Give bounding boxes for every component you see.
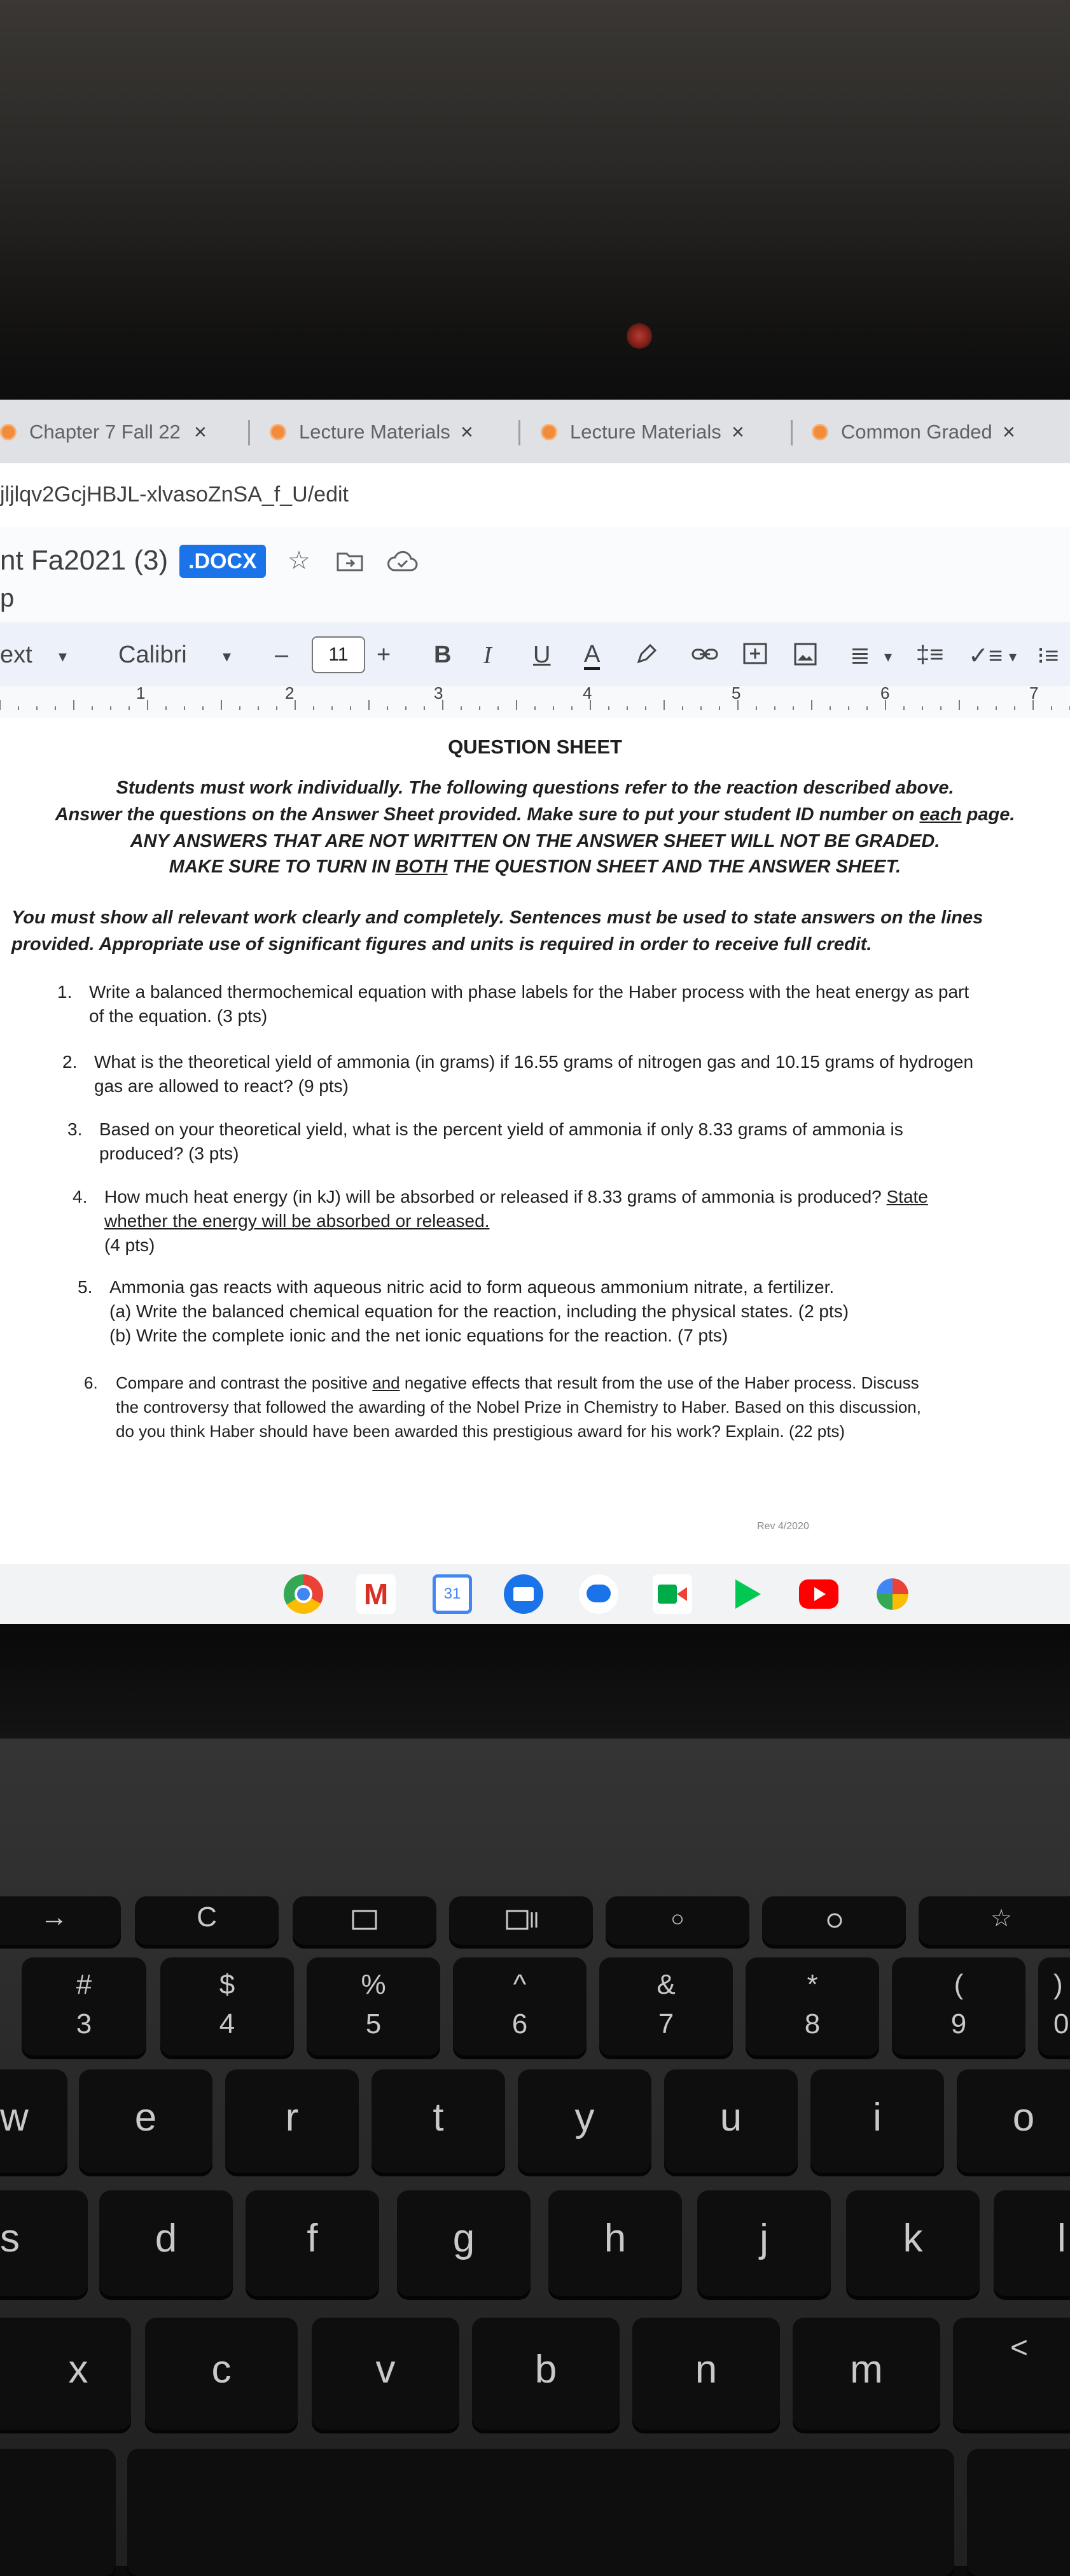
laptop-bezel-top [0, 0, 1070, 407]
sun-icon [822, 1908, 847, 1933]
italic-button[interactable]: I [483, 642, 492, 669]
insert-link-icon[interactable] [691, 641, 719, 673]
key-forward[interactable]: → [0, 1896, 121, 1945]
ruler-label: 4 [583, 683, 592, 703]
work-note-line: provided. Appropriate use of significant figures and units is required in order to receive full credit. [11, 934, 872, 955]
ruler-label: 2 [285, 683, 295, 703]
key-u[interactable]: u [664, 2069, 798, 2173]
instruction-line [0, 804, 1070, 825]
key-c[interactable]: c [145, 2318, 298, 2430]
tab-separator [248, 420, 250, 445]
question-number: 4. [73, 1187, 88, 1207]
question-3 [67, 1117, 903, 1166]
question-line: gas are allowed to react? (9 pts) [94, 1076, 349, 1096]
key-0[interactable]: ) 0 [1038, 1957, 1070, 2055]
key-l[interactable]: l [994, 2190, 1070, 2296]
tab-close-icon[interactable]: × [1003, 419, 1015, 444]
key-d[interactable]: d [99, 2190, 233, 2296]
question-text: Compare and contrast the positive [116, 1373, 373, 1392]
key-f[interactable]: f [246, 2190, 379, 2296]
key-4[interactable]: $ 4 [160, 1957, 294, 2055]
ruler-label: 6 [880, 683, 890, 703]
key-t[interactable]: t [372, 2069, 505, 2173]
instruction-text: Answer the questions on the Answer Sheet provided. Make sure to put your student ID number on [55, 804, 920, 825]
instruction-underlined: each [919, 804, 962, 825]
browser-tab-strip [0, 400, 1070, 463]
key-b[interactable]: b [472, 2318, 620, 2430]
ruler-label: 1 [136, 683, 146, 703]
key-brightness-down[interactable]: ○ [606, 1896, 749, 1945]
key-refresh[interactable]: C [135, 1896, 279, 1945]
key-comma[interactable]: < [953, 2318, 1070, 2430]
question-4 [73, 1185, 928, 1257]
tab-separator [791, 420, 793, 445]
address-bar[interactable] [0, 463, 1070, 528]
question-underlined: State [886, 1187, 928, 1207]
key-space[interactable] [127, 2449, 954, 2576]
tab-close-icon[interactable]: × [194, 419, 207, 444]
fullscreen-icon [351, 1909, 378, 1931]
key-i[interactable]: i [810, 2069, 944, 2173]
question-6 [84, 1371, 921, 1443]
question-line: (b) Write the complete ionic and the net ionic equations for the reaction. (7 pts) [109, 1326, 728, 1345]
question-number: 1. [57, 982, 73, 1002]
instruction-text: MAKE SURE TO TURN IN [169, 857, 396, 877]
tab-separator [518, 420, 520, 445]
key-overview[interactable] [449, 1896, 593, 1945]
question-line [116, 1371, 921, 1395]
ruler[interactable] [0, 683, 1070, 719]
key-x[interactable]: x [0, 2318, 131, 2430]
question-line: Ammonia gas reacts with aqueous nitric acid to form aqueous ammonium nitrate, a fertilizer. [109, 1277, 835, 1297]
chrome-icon[interactable] [284, 1574, 323, 1614]
laptop-screen [0, 400, 1070, 1624]
key-ctrl[interactable] [0, 2449, 116, 2576]
key-h[interactable]: h [548, 2190, 682, 2296]
key-o[interactable]: o [957, 2069, 1070, 2173]
question-underlined: and [372, 1373, 400, 1392]
overview-icon [505, 1909, 538, 1931]
document-page[interactable] [0, 718, 1070, 1564]
question-number: 6. [84, 1373, 98, 1392]
question-line: the controversy that followed the awarding of the Nobel Prize in Chemistry to Haber. Based on this discussion, [116, 1397, 921, 1417]
increase-font-size-button[interactable]: + [377, 641, 391, 668]
youtube-icon[interactable] [799, 1579, 838, 1609]
keyboard [0, 1739, 1070, 2566]
key-y[interactable]: y [518, 2069, 651, 2173]
tab-chapter-7[interactable] [0, 411, 207, 453]
question-line: of the equation. (3 pts) [89, 1006, 268, 1026]
highlight-pen-icon[interactable] [634, 641, 659, 673]
tab-favicon-icon [812, 424, 828, 440]
question-line: produced? (3 pts) [99, 1144, 239, 1163]
gmail-icon[interactable]: M [356, 1574, 396, 1614]
star-icon[interactable]: ☆ [288, 547, 310, 575]
key-9[interactable]: ( 9 [892, 1957, 1025, 2055]
font-size-input[interactable]: 11 [312, 636, 365, 673]
tab-close-icon[interactable]: × [461, 419, 473, 444]
key-brightness-up[interactable] [762, 1896, 906, 1945]
question-1 [57, 980, 969, 1028]
bold-button[interactable]: B [434, 641, 452, 668]
ruler-label: 5 [732, 683, 741, 703]
chevron-down-icon[interactable]: ▾ [59, 647, 67, 666]
question-line: (4 pts) [104, 1235, 155, 1255]
instruction-text: page. [961, 804, 1015, 825]
chevron-down-icon[interactable]: ▾ [1009, 648, 1017, 666]
chromeos-shelf [0, 1564, 1070, 1624]
question-line: What is the theoretical yield of ammonia (in grams) if 16.55 grams of nitrogen gas and 10.15 grams of hydrogen [94, 1052, 974, 1072]
key-v[interactable]: v [312, 2318, 459, 2430]
photos-icon[interactable] [877, 1578, 908, 1610]
question-number: 3. [67, 1119, 83, 1139]
meet-icon[interactable] [653, 1574, 692, 1614]
key-5[interactable]: % 5 [307, 1957, 440, 2055]
key-w[interactable]: w [0, 2069, 67, 2173]
line-spacing-icon[interactable]: ‡≡ [916, 641, 944, 668]
move-folder-icon[interactable] [336, 550, 364, 579]
tab-label: Chapter 7 Fall 22 [29, 421, 181, 443]
messages-icon[interactable] [579, 1574, 618, 1614]
tab-label: Lecture Materials [570, 421, 721, 443]
question-number: 5. [78, 1277, 93, 1297]
key-n[interactable]: n [632, 2318, 780, 2430]
revision-note: Rev 4/2020 [757, 1521, 809, 1532]
key-7[interactable]: & 7 [599, 1957, 733, 2055]
tab-label: Common Graded [841, 421, 992, 443]
key-bookmark[interactable]: ☆ [919, 1896, 1070, 1945]
docs-header [0, 527, 1070, 622]
insert-image-icon[interactable] [793, 641, 818, 673]
question-line: Write a balanced thermochemical equation with phase labels for the Haber process with the heat energy as part [89, 982, 969, 1002]
key-6[interactable]: ^ 6 [453, 1957, 587, 2055]
instruction-line: Students must work individually. The following questions refer to the reaction described above. [116, 778, 954, 798]
tab-favicon-icon [270, 424, 286, 440]
document-title[interactable]: nt Fa2021 (3) [0, 545, 169, 576]
question-line: Based on your theoretical yield, what is the percent yield of ammonia if only 8.33 grams of ammonia is [99, 1119, 903, 1139]
underline-button[interactable]: U [533, 641, 551, 668]
instruction-underlined: BOTH [395, 857, 448, 877]
webcam-light [627, 323, 652, 349]
align-icon[interactable]: ≣ [850, 643, 870, 669]
key-3[interactable]: # 3 [22, 1957, 146, 2055]
ruler-ticks [0, 686, 1070, 718]
tab-lecture-materials-2[interactable] [541, 411, 744, 453]
question-sheet-heading: QUESTION SHEET [448, 736, 622, 758]
key-s[interactable]: s [0, 2190, 88, 2296]
key-k[interactable]: k [846, 2190, 980, 2296]
question-line [104, 1185, 928, 1209]
question-line: do you think Haber should have been awarded this prestigious award for his work? Explain. (22 pts) [116, 1422, 845, 1441]
tab-lecture-materials-1[interactable] [270, 411, 473, 453]
key-8[interactable]: * 8 [746, 1957, 879, 2055]
cloud-saved-icon[interactable] [387, 550, 419, 579]
bulleted-list-icon[interactable]: ⁝≡ [1037, 643, 1059, 669]
key-e[interactable]: e [79, 2069, 212, 2173]
tab-label: Lecture Materials [299, 421, 450, 443]
tab-favicon-icon [0, 424, 17, 440]
tab-favicon-icon [541, 424, 557, 440]
question-text: negative effects that result from the use of the Haber process. Discuss [400, 1373, 919, 1392]
text-color-button[interactable]: A [584, 641, 600, 670]
menu-fragment[interactable]: p [0, 584, 15, 612]
ruler-label: 3 [434, 683, 443, 703]
instruction-line: ANY ANSWERS THAT ARE NOT WRITTEN ON THE ANSWER SHEET WILL NOT BE GRADED. [130, 831, 940, 851]
question-line: (a) Write the balanced chemical equation for the reaction, including the physical states. (2 pts) [109, 1301, 849, 1321]
key-g[interactable]: g [397, 2190, 531, 2296]
tab-common-graded[interactable] [812, 411, 1015, 453]
decrease-font-size-button[interactable]: – [275, 641, 289, 668]
question-5 [78, 1275, 849, 1348]
ruler-label: 7 [1029, 683, 1039, 703]
laptop-bezel-bottom [0, 1624, 1070, 1739]
question-number: 2. [62, 1052, 78, 1072]
work-note-line: You must show all relevant work clearly and completely. Sentences must be used to state answers on the lines [11, 907, 983, 928]
key-fullscreen[interactable] [293, 1896, 436, 1945]
question-line: whether the energy will be absorbed or released. [104, 1211, 490, 1231]
question-text: How much heat energy (in kJ) will be absorbed or released if 8.33 grams of ammonia is produced? [104, 1187, 887, 1207]
key-alt[interactable] [967, 2449, 1070, 2576]
chevron-down-icon[interactable]: ▾ [884, 648, 893, 666]
tab-close-icon[interactable]: × [732, 419, 744, 444]
key-m[interactable]: m [793, 2318, 940, 2430]
key-r[interactable]: r [225, 2069, 359, 2173]
files-icon[interactable] [504, 1574, 543, 1614]
add-comment-icon[interactable] [742, 641, 770, 673]
font-select[interactable]: Calibri [118, 641, 187, 668]
checklist-icon[interactable]: ✓≡ [968, 643, 1003, 669]
formatting-toolbar [0, 622, 1070, 686]
instruction-line [0, 857, 1070, 878]
instruction-text: THE QUESTION SHEET AND THE ANSWER SHEET. [447, 857, 901, 877]
url-text[interactable]: jljlqv2GcjHBJL-xlvasoZnSA_f_U/edit [0, 482, 349, 507]
docx-badge: .DOCX [179, 545, 266, 578]
calendar-icon[interactable]: 31 [433, 1574, 472, 1614]
play-store-icon[interactable] [726, 1574, 766, 1614]
key-j[interactable]: j [697, 2190, 831, 2296]
chevron-down-icon[interactable]: ▾ [223, 647, 232, 666]
question-2 [62, 1050, 974, 1098]
paragraph-style-select[interactable]: ext [0, 641, 32, 668]
